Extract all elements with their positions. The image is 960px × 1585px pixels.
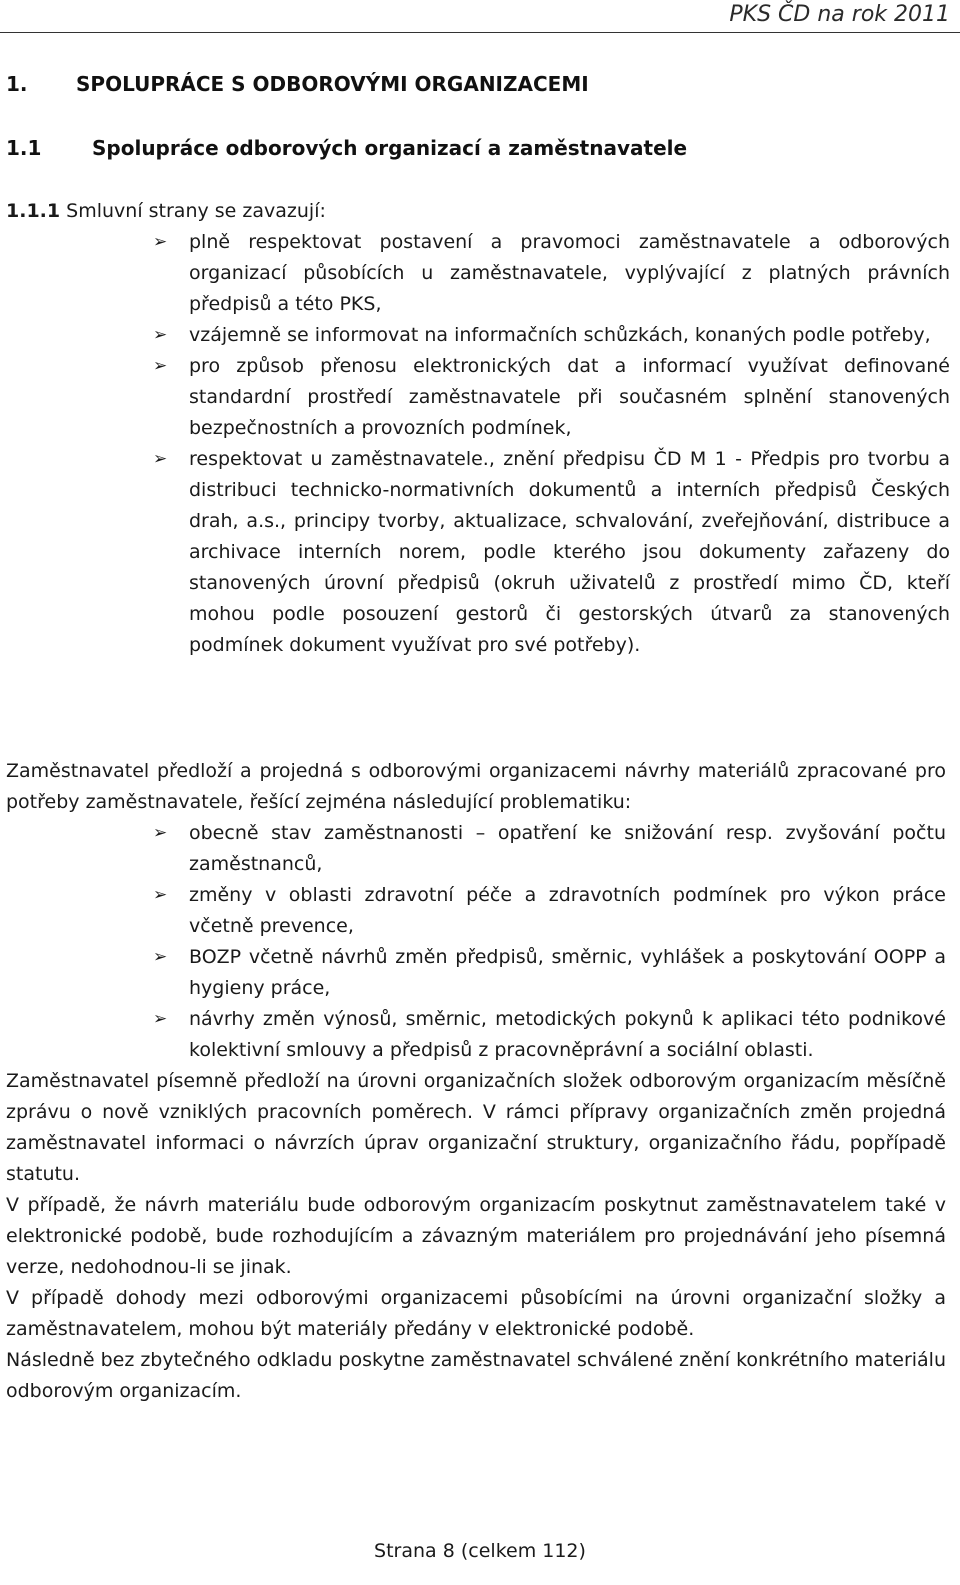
- header-divider: [0, 32, 960, 33]
- paragraph: Následně bez zbytečného odkladu poskytne zaměstnavatel schválené znění konkrétního materiálu odborovým organizacím.: [6, 1349, 946, 1402]
- paragraph: V případě, že návrh materiálu bude odborovým organizacím poskytnut zaměstnavatelem také v elektronické podobě, bude rozhodujícím a závazným materiálem pro projednávání jeho písemná verze, nedohodnou-li se jinak.: [6, 1194, 946, 1278]
- list-item: [153, 444, 950, 661]
- arrow-bullet-icon: ➢: [153, 325, 168, 345]
- list-item: [153, 227, 950, 320]
- obligations-list: [6, 227, 950, 661]
- list-item-text: vzájemně se informovat na informačních schůzkách, konaných podle potřeby,: [189, 324, 931, 346]
- paragraph: Zaměstnavatel písemně předloží na úrovni organizačních složek odborovým organizacím měsíčně zprávu o nově vzniklých pracovních poměrech. V rámci přípravy organizačních změn projedná zaměstnavatel informaci o návrzích úprav organizační struktury, organizačního řádu, popřípadě statutu.: [6, 1070, 946, 1185]
- body-text: [6, 756, 946, 1407]
- list-item-text: respektovat u zaměstnavatele., znění předpisu ČD M 1 - Předpis pro tvorbu a distribuci technicko-normativních dokumentů a interních předpisů Českých drah, a.s., principy tvorby, aktualizace, schvalování, zveřejňování, distribuce a archivace interních norem, podle kterého jsou dokumenty zařazeny do stanovených úrovní předpisů (okruh uživatelů z prostředí mimo ČD, kteří mohou podle posouzení gestorů či gestorských útvarů za stanovených podmínek dokument využívat pro své potřeby).: [189, 448, 950, 656]
- list-item: [153, 818, 946, 880]
- list-item-text: BOZP včetně návrhů změn předpisů, směrnic, vyhlášek a poskytování OOPP a hygieny práce,: [189, 946, 946, 999]
- subsection-lead-text: Smluvní strany se zavazují:: [60, 200, 326, 222]
- arrow-bullet-icon: ➢: [153, 947, 168, 967]
- topics-list: [6, 818, 946, 1066]
- subsection-1-1-1: [6, 196, 950, 661]
- intro-paragraph: Zaměstnavatel předloží a projedná s odborovými organizacemi návrhy materiálů zpracované pro potřeby zaměstnavatele, řešící zejména následující problematiku:: [6, 760, 946, 813]
- section-heading: [6, 136, 687, 160]
- chapter-title: SPOLUPRÁCE S ODBOROVÝMI ORGANIZACEMI: [76, 72, 589, 96]
- arrow-bullet-icon: ➢: [153, 823, 168, 843]
- subsection-number: 1.1.1: [6, 200, 61, 222]
- section-number: 1.1: [6, 136, 42, 160]
- list-item: [153, 320, 950, 351]
- page-number-footer: Strana 8 (celkem 112): [374, 1540, 586, 1562]
- running-header: PKS ČD na rok 2011: [729, 2, 950, 27]
- list-item-text: plně respektovat postavení a pravomoci zaměstnavatele a odborových organizací působících u zaměstnavatele, vyplývající z platných právních předpisů a této PKS,: [189, 231, 950, 315]
- list-item-text: pro způsob přenosu elektronických dat a informací využívat definované standardní prostředí zaměstnavatele při současném splnění stanovených bezpečnostních a provozních podmínek,: [189, 355, 950, 439]
- chapter-heading: [6, 72, 589, 96]
- list-item: [153, 880, 946, 942]
- list-item-text: změny v oblasti zdravotní péče a zdravotních podmínek pro výkon práce včetně prevence,: [189, 884, 946, 937]
- list-item: [153, 1004, 946, 1066]
- arrow-bullet-icon: ➢: [153, 356, 168, 376]
- list-item: [153, 351, 950, 444]
- section-title: Spolupráce odborových organizací a zaměstnavatele: [92, 136, 688, 160]
- arrow-bullet-icon: ➢: [153, 885, 168, 905]
- arrow-bullet-icon: ➢: [153, 449, 168, 469]
- list-item-text: návrhy změn výnosů, směrnic, metodických pokynů k aplikaci této podnikové kolektivní smlouvy a předpisů z pracovněprávní a sociální oblasti.: [189, 1008, 946, 1061]
- list-item: [153, 942, 946, 1004]
- paragraph: V případě dohody mezi odborovými organizacemi působícími na úrovni organizační složky a zaměstnavatelem, mohou být materiály předány v elektronické podobě.: [6, 1287, 946, 1340]
- arrow-bullet-icon: ➢: [153, 1009, 168, 1029]
- chapter-number: 1.: [6, 72, 28, 96]
- list-item-text: obecně stav zaměstnanosti – opatření ke snižování resp. zvyšování počtu zaměstnanců,: [189, 822, 946, 875]
- arrow-bullet-icon: ➢: [153, 232, 168, 252]
- subsection-lead: [6, 196, 950, 227]
